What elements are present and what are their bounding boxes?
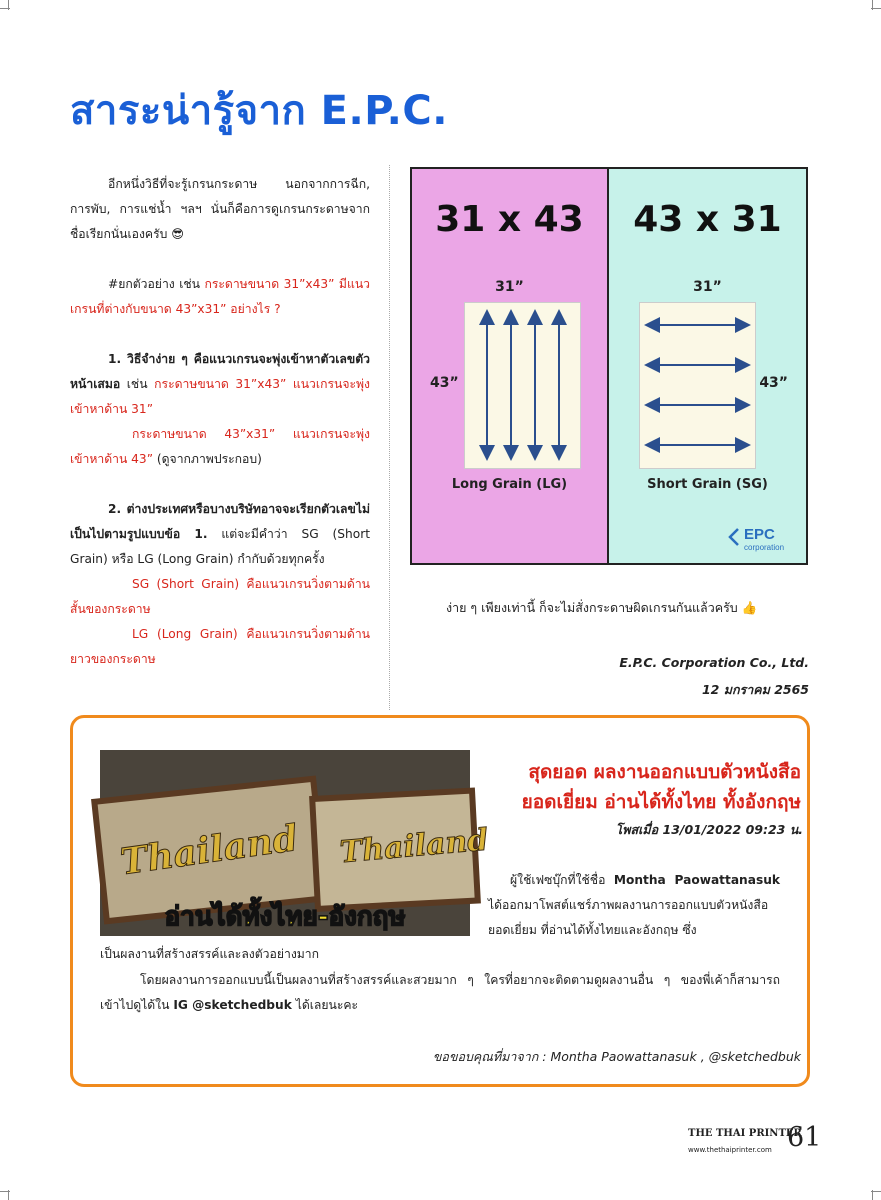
rule-1-heading: 1. วิธีจำง่าย ๆ คือแนวเกรนจะพุ่งเข้าหาตัวเลขตัวหน้าเสมอ (70, 352, 370, 391)
posted-timestamp: โพสเมื่อ 13/01/2022 09:23 น. (615, 822, 803, 837)
short-grain-side-dimension: 43” (759, 375, 788, 391)
figure-caption (446, 598, 757, 618)
svg-text:Thailand: Thailand (117, 816, 301, 884)
rule-1-example-b: กระดาษขนาด 43”x31” แนวเกรนจะพุ่งเข้าหาด้าน 43” (70, 427, 370, 466)
news-p1-lead: ผู้ใช้เฟซบุ๊กที่ใช้ชื่อ (510, 873, 614, 887)
short-grain-label: Short Grain (SG) (647, 477, 768, 492)
page-number: 61 (787, 1122, 822, 1153)
long-grain-sheet (464, 302, 581, 469)
news-paragraph-3 (100, 968, 780, 1018)
epc-logo (726, 521, 796, 553)
news-title-line-2: ยอดเยี่ยม อ่านได้ทั้งไทย ทั้งอังกฤษ (521, 791, 801, 813)
crop-mark (872, 0, 873, 10)
long-grain-top-dimension: 31” (495, 279, 524, 295)
credit-company: E.P.C. Corporation Co., Ltd. (619, 655, 809, 670)
vertical-arrows-icon (465, 303, 580, 468)
news-paragraph-1 (488, 868, 780, 943)
crop-mark (8, 1190, 9, 1200)
example-lead: #ยกตัวอย่าง เช่น (108, 277, 205, 291)
svg-text:Thailand: Thailand (338, 822, 490, 871)
news-title-line-1: สุดยอด ผลงานออกแบบตัวหนังสือ (528, 761, 801, 783)
sunglasses-emoji-icon: 😎 (171, 227, 184, 241)
svg-text:อ่านได้ทั้งไทย-อังกฤษ: อ่านได้ทั้งไทย-อังกฤษ (164, 902, 406, 932)
instagram-handle: IG @sketchedbuk (173, 998, 292, 1012)
short-grain-panel (609, 169, 806, 563)
rule-1-connector: เช่น (120, 377, 155, 391)
sg-definition: SG (Short Grain) คือแนวเกรนวิ่งตามด้านสั้นของกระดาษ (70, 577, 370, 616)
lg-definition: LG (Long Grain) คือแนวเกรนวิ่งตามด้านยาวของกระดาษ (70, 627, 370, 666)
example-question: กระดาษขนาด 31”x43” มีแนวเกรนที่ต่างกับขนาด 43”x31” อย่างไร ? (70, 277, 370, 316)
thailand-signs-photo (100, 750, 490, 936)
thumbs-up-emoji-icon: 👍 (741, 600, 758, 615)
news-title (501, 757, 801, 817)
footer-publication: THE THAI PRINTER (688, 1128, 802, 1139)
caption-text: ง่าย ๆ เพียงเท่านี้ ก็จะไม่สั่งกระดาษผิดเกรนกันแล้วครับ (446, 600, 738, 615)
long-grain-side-dimension: 43” (430, 375, 459, 391)
column-divider (389, 165, 390, 710)
rule-2-text: แต่จะมีคำว่า SG (Short Grain) หรือ LG (Long Grain) กำกับด้วยทุกครั้ง (70, 527, 370, 566)
svg-text:EPC: EPC (744, 526, 775, 543)
rule-1-example-a: กระดาษขนาด 31”x43” แนวเกรนจะพุ่งเข้าหาด้าน 31” (70, 377, 370, 416)
footer-url: www.thethaiprinter.com (688, 1146, 772, 1154)
long-grain-size-label: 31 x 43 (435, 199, 584, 240)
short-grain-top-dimension: 31” (693, 279, 722, 295)
long-grain-panel (412, 169, 609, 563)
crop-mark (8, 0, 9, 10)
news-p3-text: โดยผลงานการออกแบบนี้เป็นผลงานที่สร้างสรรค์และสวยมาก ๆ ใครที่อยากจะติดตามดูผลงานอื่น ๆ ของพี่เค้าก็สามารถเข้าไปดูได้ใน (100, 973, 780, 1012)
news-p1-text: ได้ออกมาโพสต์แชร์ภาพผลงานการออกแบบตัวหนังสือยอดเยี่ยม ที่อ่านได้ทั้งไทยและอังกฤษ ซึ่ง (488, 898, 769, 937)
news-paragraph-2: เป็นผลงานที่สร้างสรรค์และลงตัวอย่างมาก (100, 947, 320, 961)
paragraph-rule-1 (70, 347, 370, 472)
grain-figure (410, 167, 808, 565)
paragraph-example (70, 272, 370, 322)
short-grain-sheet (639, 302, 756, 469)
intro-text: อีกหนึ่งวิธีที่จะรู้เกรนกระดาษ นอกจากการฉีก, การพับ, การแช่น้ำ ฯลฯ นั่นก็คือการดูเกรนกระดาษจากชื่อเรียกนั่นเองครับ (70, 177, 370, 241)
page-title: สาระน่ารู้จาก E.P.C. (70, 88, 448, 134)
source-credit: ขอขอบคุณที่มาจาก : Montha Paowattanasuk , @sketchedbuk (432, 1049, 801, 1064)
short-grain-size-label: 43 x 31 (633, 199, 782, 240)
paragraph-intro (70, 172, 370, 247)
article-left-column (70, 172, 370, 697)
news-p3-end: ได้เลยนะคะ (291, 998, 359, 1012)
credit-date: 12 มกราคม 2565 (701, 682, 809, 697)
paragraph-rule-2 (70, 497, 370, 672)
long-grain-label: Long Grain (LG) (451, 477, 568, 492)
rule-2-heading: 2. ต่างประเทศหรือบางบริษัทอาจจะเรียกตัวเลขไม่เป็นไปตามรูปแบบข้อ 1. (70, 502, 370, 541)
svg-text:corporation: corporation (744, 543, 785, 552)
author-name: Montha Paowattanasuk (613, 873, 780, 887)
rule-1-see-figure: (ดูจากภาพประกอบ) (153, 452, 262, 466)
crop-mark (872, 1190, 873, 1200)
horizontal-arrows-icon (640, 303, 755, 468)
